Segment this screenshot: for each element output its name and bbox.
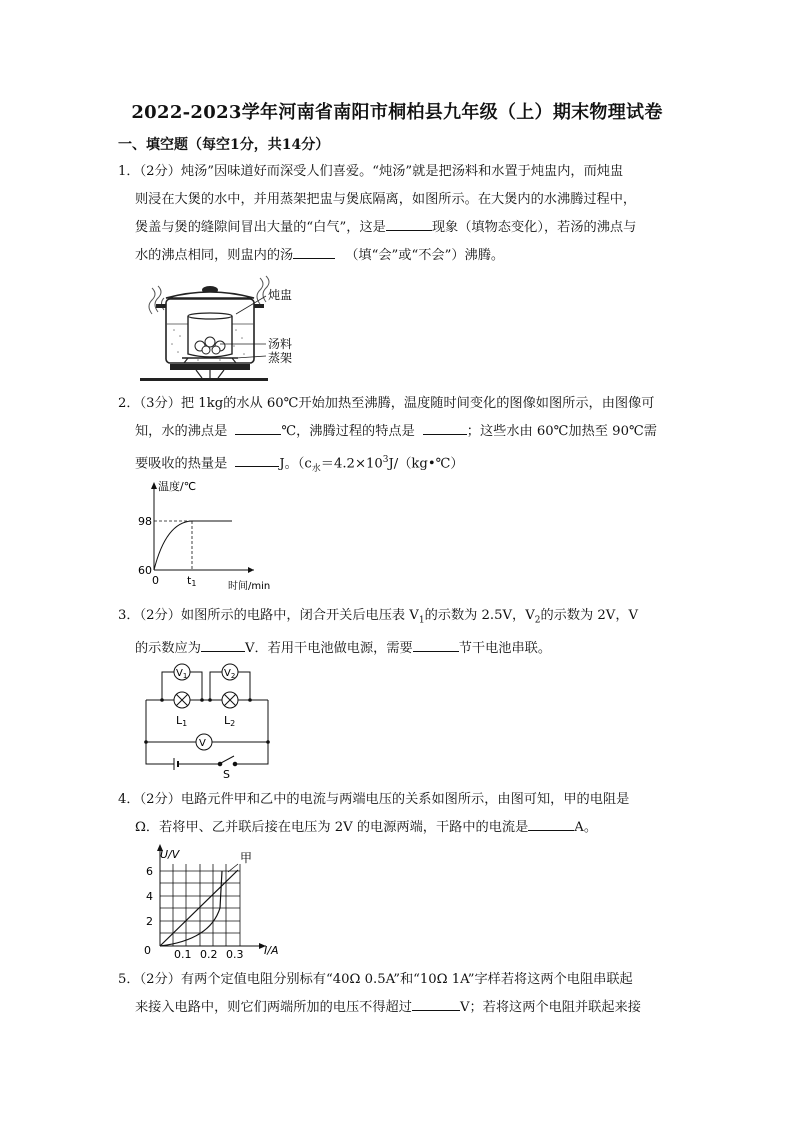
y-tick-98: 98 xyxy=(138,515,152,528)
x-tick: 0.2 xyxy=(200,948,218,961)
x-tick: 0.1 xyxy=(174,948,192,961)
lamp-l2-label: L2 xyxy=(224,714,236,728)
temperature-graph xyxy=(134,478,284,594)
answer-blank[interactable] xyxy=(293,243,335,259)
voltmeter-v1-label: $V_1$ xyxy=(176,668,188,680)
y-tick: 2 xyxy=(146,915,153,928)
y-tick: 6 xyxy=(146,865,153,878)
switch-label: S xyxy=(223,768,230,781)
y-axis-label: 温度/℃ xyxy=(158,480,197,493)
question-number: 3． xyxy=(118,608,140,623)
y-tick: 0 xyxy=(144,944,151,957)
answer-blank[interactable] xyxy=(201,636,245,652)
iv-graph xyxy=(140,842,290,962)
question-number: 5． xyxy=(118,972,140,987)
section-title: 一、填空题（每空1分，共14分） xyxy=(118,137,330,153)
answer-blank[interactable] xyxy=(413,636,459,652)
question-3: 3．（2分）如图所示的电路中，闭合开关后电压表 $V_1$的示数为 2.5V，$V_2$的示数为 2V，V 的示数应为 V．若用干电池做电源，需要 节干电池串联。 xyxy=(118,608,639,656)
label-ingredients: 汤料 xyxy=(268,337,293,351)
circuit-diagram xyxy=(140,660,276,782)
y-axis-label: U/V xyxy=(160,848,180,861)
origin-label: 0 xyxy=(152,574,159,587)
x-axis-label: 时间/min xyxy=(228,581,271,592)
pot-figure xyxy=(136,274,296,386)
question-5: 5．（2分）有两个定值电阻分别标有“40Ω 0.5A”和“10Ω 1A”字样若将这两个电阻串联起 来接入电路中，则它们两端所加的电压不得超过 V；若将这两个电阻并联起来接 xyxy=(118,972,641,1015)
x-tick-t1: t1 xyxy=(187,574,197,588)
question-2: 2．（3分）把 1kg的水从 60℃开始加热至沸腾，温度随时间变化的图像如图所示，由图像可 知，水的沸点是 ℃，沸腾过程的特点是 ；这些水由 60℃加热至 90℃需 要吸收的热量是 J。（$c_水=4.2\times 10^3J/(kg•℃)$ xyxy=(118,396,657,475)
x-axis-label: I/A xyxy=(264,944,279,957)
voltmeter-v2-label: $V_2$ xyxy=(224,668,236,680)
y-tick-60: 60 xyxy=(138,564,152,577)
voltmeter-v-label: V xyxy=(199,738,206,749)
label-steamer-rack: 蒸架 xyxy=(268,351,293,365)
page-title: 2022-2023学年河南省南阳市桐柏县九年级（上）期末物理试卷 xyxy=(131,102,663,123)
question-1: 1．（2分）炖汤”因味道好而深受人们喜爱。“炖汤”就是把汤料和水置于炖盅内，而炖盅 则浸在大煲的水中，并用蒸架把盅与煲底隔离，如图所示。在大煲内的水沸腾过程中， 煲盖与煲的缝隙间冒出大量的“白气”，这是 现象（填物态变化），若汤的沸点与 水的沸点相同，则盅内的汤 （填“会”或“不会”）沸腾。 xyxy=(118,164,637,263)
answer-blank[interactable] xyxy=(386,215,432,231)
series-label-jia: 甲 xyxy=(240,851,253,865)
answer-blank[interactable] xyxy=(235,451,279,467)
answer-blank[interactable] xyxy=(528,815,574,831)
question-number: 4． xyxy=(118,792,140,807)
label-stew-cup: 炖盅 xyxy=(268,288,293,302)
answer-blank[interactable] xyxy=(423,419,467,435)
question-number: 1． xyxy=(118,164,140,179)
answer-blank[interactable] xyxy=(235,419,281,435)
answer-blank[interactable] xyxy=(412,995,460,1011)
y-tick: 4 xyxy=(146,890,153,903)
lamp-l1-label: L1 xyxy=(176,714,188,728)
x-tick: 0.3 xyxy=(226,948,244,961)
question-4: 4．（2分）电路元件甲和乙中的电流与两端电压的关系如图所示，由图可知，甲的电阻是 Ω．若将甲、乙并联后接在电压为 2V 的电源两端，干路中的电流是 A。 xyxy=(118,792,630,835)
question-number: 2． xyxy=(118,396,140,411)
